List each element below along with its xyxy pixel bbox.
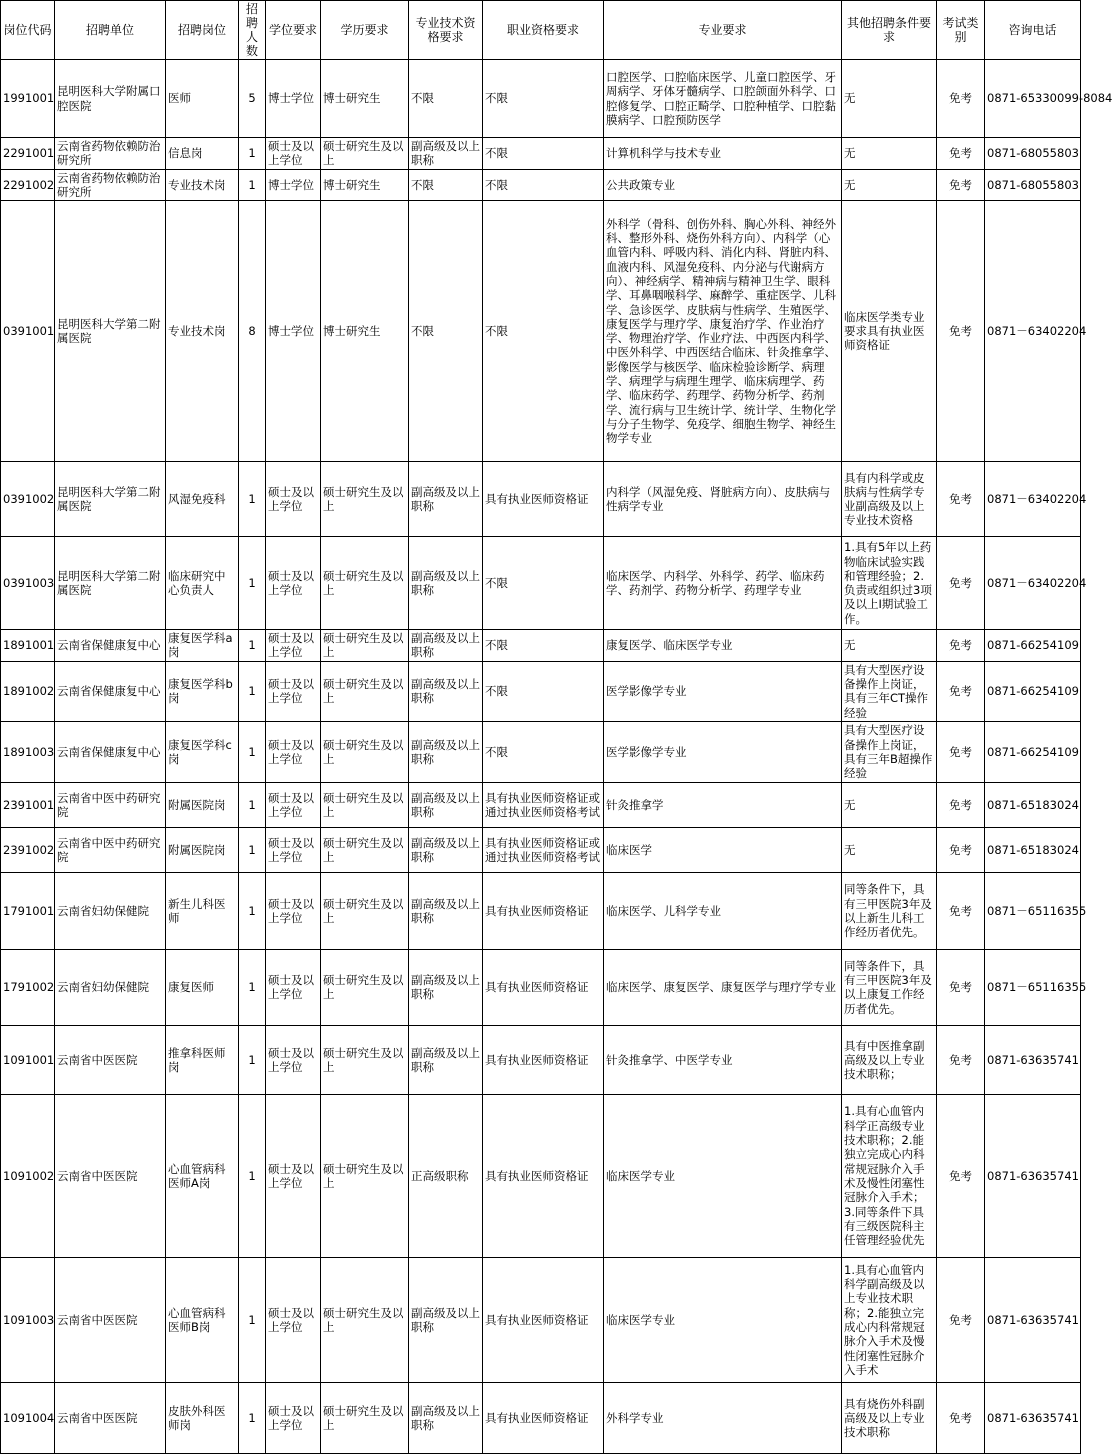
header-tech: 专业技术资格要求 <box>409 1 483 60</box>
cell-code: 1091001 <box>1 1025 55 1094</box>
cell-other: 临床医学类专业要求具有执业医师资格证 <box>842 201 937 462</box>
cell-qual: 不限 <box>483 630 604 662</box>
cell-major: 口腔医学、口腔临床医学、儿童口腔医学、牙周病学、牙体牙髓病学、口腔颌面外科学、口腔修复学、口腔正畸学、口腔种植学、口腔黏膜病学、口腔预防医学 <box>604 60 842 138</box>
cell-tech: 副高级及以上职称 <box>409 721 483 782</box>
cell-num: 8 <box>239 201 266 462</box>
cell-edu: 硕士研究生及以上 <box>321 1094 409 1257</box>
cell-code: 1091002 <box>1 1094 55 1257</box>
cell-edu: 硕士研究生及以上 <box>321 1025 409 1094</box>
cell-major: 临床医学、康复医学、康复医学与理疗学专业 <box>604 949 842 1025</box>
cell-num: 1 <box>239 827 266 872</box>
cell-post: 新生儿科医师 <box>166 872 239 949</box>
cell-unit: 昆明医科大学第二附属医院 <box>55 537 166 630</box>
cell-exam: 免考 <box>937 60 985 138</box>
cell-num: 1 <box>239 949 266 1025</box>
cell-edu: 硕士研究生及以上 <box>321 1382 409 1453</box>
cell-qual: 具有执业医师资格证 <box>483 949 604 1025</box>
table-row <box>1 721 1081 782</box>
cell-major: 内科学（风湿免疫、肾脏病方向）、皮肤病与性病学专业 <box>604 462 842 537</box>
cell-num: 1 <box>239 138 266 170</box>
cell-post: 心血管病科医师A岗 <box>166 1094 239 1257</box>
header-post: 招聘岗位 <box>166 1 239 60</box>
cell-exam: 免考 <box>937 537 985 630</box>
cell-other: 无 <box>842 630 937 662</box>
cell-qual: 不限 <box>483 60 604 138</box>
cell-other: 无 <box>842 169 937 201</box>
cell-code: 1091003 <box>1 1257 55 1382</box>
table-row <box>1 1382 1081 1453</box>
cell-unit: 云南省保健康复中心 <box>55 630 166 662</box>
cell-unit: 云南省中医医院 <box>55 1257 166 1382</box>
cell-degree: 硕士及以上学位 <box>266 1382 321 1453</box>
cell-unit: 昆明医科大学第二附属医院 <box>55 201 166 462</box>
cell-num: 1 <box>239 782 266 827</box>
cell-num: 1 <box>239 537 266 630</box>
cell-num: 5 <box>239 60 266 138</box>
cell-other: 具有大型医疗设备操作上岗证，具有三年B超操作经验 <box>842 721 937 782</box>
table-row <box>1 827 1081 872</box>
cell-edu: 硕士研究生及以上 <box>321 661 409 721</box>
cell-major: 针灸推拿学、中医学专业 <box>604 1025 842 1094</box>
cell-edu: 硕士研究生及以上 <box>321 138 409 170</box>
cell-tech: 副高级及以上职称 <box>409 827 483 872</box>
cell-unit: 云南省中医医院 <box>55 1382 166 1453</box>
cell-unit: 云南省中医医院 <box>55 1094 166 1257</box>
table-row <box>1 661 1081 721</box>
cell-code: 1891001 <box>1 630 55 662</box>
cell-exam: 免考 <box>937 782 985 827</box>
header-major: 专业要求 <box>604 1 842 60</box>
header-code: 岗位代码 <box>1 1 55 60</box>
table-row <box>1 949 1081 1025</box>
cell-phone: 0871-68055803 <box>985 169 1081 201</box>
cell-phone: 0871－65116355 <box>985 949 1081 1025</box>
cell-degree: 硕士及以上学位 <box>266 721 321 782</box>
cell-code: 0391001 <box>1 201 55 462</box>
cell-other: 具有大型医疗设备操作上岗证，具有三年CT操作经验 <box>842 661 937 721</box>
cell-degree: 硕士及以上学位 <box>266 782 321 827</box>
cell-code: 2391002 <box>1 827 55 872</box>
table-row <box>1 1025 1081 1094</box>
cell-exam: 免考 <box>937 661 985 721</box>
cell-post: 附属医院岗 <box>166 782 239 827</box>
cell-tech: 副高级及以上职称 <box>409 462 483 537</box>
header-other: 其他招聘条件要求 <box>842 1 937 60</box>
cell-tech: 副高级及以上职称 <box>409 630 483 662</box>
cell-code: 1791001 <box>1 872 55 949</box>
table-row <box>1 1094 1081 1257</box>
cell-unit: 昆明医科大学第二附属医院 <box>55 462 166 537</box>
cell-unit: 云南省妇幼保健院 <box>55 949 166 1025</box>
cell-edu: 硕士研究生及以上 <box>321 537 409 630</box>
cell-code: 2391001 <box>1 782 55 827</box>
table-row <box>1 462 1081 537</box>
cell-phone: 0871-63635741 <box>985 1094 1081 1257</box>
cell-phone: 0871-68055803 <box>985 138 1081 170</box>
cell-other: 1.具有5年以上药物临床试验实践和管理经验；2.负责或组织过3项及以上I期试验工作。 <box>842 537 937 630</box>
cell-degree: 博士学位 <box>266 60 321 138</box>
table-row <box>1 630 1081 662</box>
cell-code: 0391003 <box>1 537 55 630</box>
cell-other: 同等条件下，具有三甲医院3年及以上新生儿科工作经历者优先。 <box>842 872 937 949</box>
cell-qual: 不限 <box>483 661 604 721</box>
cell-post: 医师 <box>166 60 239 138</box>
cell-post: 康复医学科b岗 <box>166 661 239 721</box>
cell-edu: 硕士研究生及以上 <box>321 782 409 827</box>
cell-unit: 云南省妇幼保健院 <box>55 872 166 949</box>
cell-tech: 不限 <box>409 169 483 201</box>
cell-exam: 免考 <box>937 462 985 537</box>
cell-post: 皮肤外科医师岗 <box>166 1382 239 1453</box>
cell-tech: 副高级及以上职称 <box>409 1025 483 1094</box>
cell-post: 临床研究中心负责人 <box>166 537 239 630</box>
cell-qual: 具有执业医师资格证 <box>483 872 604 949</box>
cell-qual: 具有执业医师资格证 <box>483 1025 604 1094</box>
cell-major: 医学影像学专业 <box>604 721 842 782</box>
cell-edu: 硕士研究生及以上 <box>321 721 409 782</box>
cell-phone: 0871-65330099-8084 <box>985 60 1081 138</box>
cell-tech: 副高级及以上职称 <box>409 1382 483 1453</box>
cell-exam: 免考 <box>937 169 985 201</box>
cell-phone: 0871-63635741 <box>985 1257 1081 1382</box>
cell-edu: 硕士研究生及以上 <box>321 872 409 949</box>
cell-tech: 副高级及以上职称 <box>409 537 483 630</box>
cell-phone: 0871-63635741 <box>985 1382 1081 1453</box>
cell-code: 2291002 <box>1 169 55 201</box>
cell-tech: 副高级及以上职称 <box>409 138 483 170</box>
cell-unit: 云南省中医中药研究院 <box>55 782 166 827</box>
table-row <box>1 872 1081 949</box>
cell-exam: 免考 <box>937 201 985 462</box>
cell-degree: 硕士及以上学位 <box>266 462 321 537</box>
cell-code: 0391002 <box>1 462 55 537</box>
cell-unit: 云南省药物依赖防治研究所 <box>55 138 166 170</box>
cell-qual: 不限 <box>483 169 604 201</box>
cell-degree: 硕士及以上学位 <box>266 949 321 1025</box>
cell-edu: 硕士研究生及以上 <box>321 462 409 537</box>
cell-unit: 云南省中医医院 <box>55 1025 166 1094</box>
cell-tech: 不限 <box>409 201 483 462</box>
cell-unit: 云南省保健康复中心 <box>55 661 166 721</box>
cell-degree: 硕士及以上学位 <box>266 1257 321 1382</box>
cell-degree: 博士学位 <box>266 201 321 462</box>
cell-exam: 免考 <box>937 1094 985 1257</box>
cell-phone: 0871-65183024 <box>985 827 1081 872</box>
table-row <box>1 138 1081 170</box>
cell-num: 1 <box>239 462 266 537</box>
cell-qual: 不限 <box>483 138 604 170</box>
cell-major: 临床医学、内科学、外科学、药学、临床药学、药剂学、药物分析学、药理学专业 <box>604 537 842 630</box>
cell-major: 针灸推拿学 <box>604 782 842 827</box>
cell-qual: 不限 <box>483 537 604 630</box>
cell-edu: 博士研究生 <box>321 201 409 462</box>
cell-phone: 0871－63402204 <box>985 201 1081 462</box>
cell-other: 1.具有心血管内科学副高级及以上专业技术职称；2.能独立完成心内科常规冠脉介入手术及慢性闭塞性冠脉介入手术 <box>842 1257 937 1382</box>
cell-qual: 不限 <box>483 201 604 462</box>
cell-major: 外科学专业 <box>604 1382 842 1453</box>
cell-num: 1 <box>239 1025 266 1094</box>
header-phone: 咨询电话 <box>985 1 1081 60</box>
cell-num: 1 <box>239 661 266 721</box>
cell-unit: 云南省保健康复中心 <box>55 721 166 782</box>
cell-major: 康复医学、临床医学专业 <box>604 630 842 662</box>
cell-num: 1 <box>239 1257 266 1382</box>
cell-post: 专业技术岗 <box>166 201 239 462</box>
cell-qual: 具有执业医师资格证 <box>483 1382 604 1453</box>
cell-post: 心血管病科医师B岗 <box>166 1257 239 1382</box>
cell-num: 1 <box>239 721 266 782</box>
cell-degree: 硕士及以上学位 <box>266 1025 321 1094</box>
cell-phone: 0871-66254109 <box>985 721 1081 782</box>
cell-num: 1 <box>239 1094 266 1257</box>
cell-exam: 免考 <box>937 1382 985 1453</box>
cell-other: 无 <box>842 782 937 827</box>
cell-other: 具有内科学或皮肤病与性病学专业副高级及以上专业技术资格 <box>842 462 937 537</box>
table-row <box>1 782 1081 827</box>
cell-edu: 硕士研究生及以上 <box>321 827 409 872</box>
cell-edu: 硕士研究生及以上 <box>321 630 409 662</box>
cell-exam: 免考 <box>937 827 985 872</box>
cell-code: 1991001 <box>1 60 55 138</box>
header-qual: 职业资格要求 <box>483 1 604 60</box>
cell-phone: 0871-66254109 <box>985 661 1081 721</box>
cell-degree: 硕士及以上学位 <box>266 630 321 662</box>
cell-degree: 硕士及以上学位 <box>266 138 321 170</box>
cell-num: 1 <box>239 630 266 662</box>
cell-exam: 免考 <box>937 872 985 949</box>
cell-num: 1 <box>239 872 266 949</box>
cell-qual: 具有执业医师资格证 <box>483 1094 604 1257</box>
cell-other: 具有烧伤外科副高级及以上专业技术职称 <box>842 1382 937 1453</box>
cell-major: 临床医学 <box>604 827 842 872</box>
cell-tech: 副高级及以上职称 <box>409 949 483 1025</box>
cell-degree: 博士学位 <box>266 169 321 201</box>
cell-degree: 硕士及以上学位 <box>266 537 321 630</box>
table-row <box>1 169 1081 201</box>
cell-major: 医学影像学专业 <box>604 661 842 721</box>
cell-unit: 云南省中医中药研究院 <box>55 827 166 872</box>
cell-code: 1891003 <box>1 721 55 782</box>
cell-num: 1 <box>239 1382 266 1453</box>
cell-tech: 副高级及以上职称 <box>409 872 483 949</box>
cell-phone: 0871－65116355 <box>985 872 1081 949</box>
cell-tech: 副高级及以上职称 <box>409 1257 483 1382</box>
table-row <box>1 1257 1081 1382</box>
cell-phone: 0871-65183024 <box>985 782 1081 827</box>
cell-other: 无 <box>842 138 937 170</box>
cell-degree: 硕士及以上学位 <box>266 661 321 721</box>
cell-tech: 副高级及以上职称 <box>409 661 483 721</box>
cell-tech: 副高级及以上职称 <box>409 782 483 827</box>
cell-degree: 硕士及以上学位 <box>266 1094 321 1257</box>
cell-exam: 免考 <box>937 1257 985 1382</box>
cell-major: 计算机科学与技术专业 <box>604 138 842 170</box>
header-exam: 考试类别 <box>937 1 985 60</box>
header-num: 招聘人数 <box>239 1 266 60</box>
cell-phone: 0871-66254109 <box>985 630 1081 662</box>
cell-post: 风湿免疫科 <box>166 462 239 537</box>
cell-degree: 硕士及以上学位 <box>266 827 321 872</box>
cell-code: 1091004 <box>1 1382 55 1453</box>
table-row <box>1 537 1081 630</box>
cell-exam: 免考 <box>937 138 985 170</box>
cell-major: 外科学（骨科、创伤外科、胸心外科、神经外科、整形外科、烧伤外科方向）、内科学（心血管内科、呼吸内科、消化内科、肾脏内科、血液内科、风湿免疫科、内分泌与代谢病方向）、神经病学、精神病与精神卫生学、眼科学、耳鼻咽喉科学、麻醉学、重症医学、儿科学、急诊医学、皮肤病与性病学、生殖医学、康复医学与理疗学、康复治疗学、作业治疗学、物理治疗学、作业疗法、中西医内科学、中医外科学、中西医结合临床、针灸推拿学、影像医学与核医学、临床检验诊断学、病理学、病理学与病理生理学、临床病理学、药学、临床药学、药理学、药物分析学、药剂学、流行病与卫生统计学、统计学、生物化学与分子生物学、免疫学、细胞生物学、神经生物学专业 <box>604 201 842 462</box>
cell-exam: 免考 <box>937 721 985 782</box>
table-row <box>1 60 1081 138</box>
cell-exam: 免考 <box>937 949 985 1025</box>
cell-other: 具有中医推拿副高级及以上专业技术职称； <box>842 1025 937 1094</box>
cell-tech: 不限 <box>409 60 483 138</box>
header-degree: 学位要求 <box>266 1 321 60</box>
cell-edu: 硕士研究生及以上 <box>321 949 409 1025</box>
cell-qual: 不限 <box>483 721 604 782</box>
cell-degree: 硕士及以上学位 <box>266 872 321 949</box>
cell-code: 1891002 <box>1 661 55 721</box>
cell-major: 临床医学、儿科学专业 <box>604 872 842 949</box>
cell-num: 1 <box>239 169 266 201</box>
table-header-row <box>1 1 1081 60</box>
cell-exam: 免考 <box>937 630 985 662</box>
header-unit: 招聘单位 <box>55 1 166 60</box>
cell-phone: 0871－63402204 <box>985 537 1081 630</box>
header-edu: 学历要求 <box>321 1 409 60</box>
cell-other: 无 <box>842 827 937 872</box>
cell-major: 临床医学专业 <box>604 1257 842 1382</box>
cell-major: 临床医学专业 <box>604 1094 842 1257</box>
cell-other: 无 <box>842 60 937 138</box>
table-row <box>1 201 1081 462</box>
cell-unit: 云南省药物依赖防治研究所 <box>55 169 166 201</box>
cell-qual: 具有执业医师资格证或通过执业医师资格考试 <box>483 782 604 827</box>
cell-tech: 正高级职称 <box>409 1094 483 1257</box>
cell-major: 公共政策专业 <box>604 169 842 201</box>
cell-code: 1791002 <box>1 949 55 1025</box>
cell-qual: 具有执业医师资格证 <box>483 462 604 537</box>
cell-post: 推拿科医师岗 <box>166 1025 239 1094</box>
cell-post: 康复医学科c岗 <box>166 721 239 782</box>
cell-post: 信息岗 <box>166 138 239 170</box>
cell-edu: 博士研究生 <box>321 169 409 201</box>
cell-edu: 博士研究生 <box>321 60 409 138</box>
cell-unit: 昆明医科大学附属口腔医院 <box>55 60 166 138</box>
cell-exam: 免考 <box>937 1025 985 1094</box>
cell-post: 康复医师 <box>166 949 239 1025</box>
cell-phone: 0871－63402204 <box>985 462 1081 537</box>
cell-other: 1.具有心血管内科学正高级专业技术职称；2.能独立完成心内科常规冠脉介入手术及慢性闭塞性冠脉介入手术；3.同等条件下具有三级医院科主任管理经验优先 <box>842 1094 937 1257</box>
cell-post: 附属医院岗 <box>166 827 239 872</box>
cell-qual: 具有执业医师资格证 <box>483 1257 604 1382</box>
cell-phone: 0871-63635741 <box>985 1025 1081 1094</box>
cell-post: 康复医学科a岗 <box>166 630 239 662</box>
cell-other: 同等条件下，具有三甲医院3年及以上康复工作经历者优先。 <box>842 949 937 1025</box>
cell-code: 2291001 <box>1 138 55 170</box>
cell-edu: 硕士研究生及以上 <box>321 1257 409 1382</box>
cell-post: 专业技术岗 <box>166 169 239 201</box>
cell-qual: 具有执业医师资格证或通过执业医师资格考试 <box>483 827 604 872</box>
